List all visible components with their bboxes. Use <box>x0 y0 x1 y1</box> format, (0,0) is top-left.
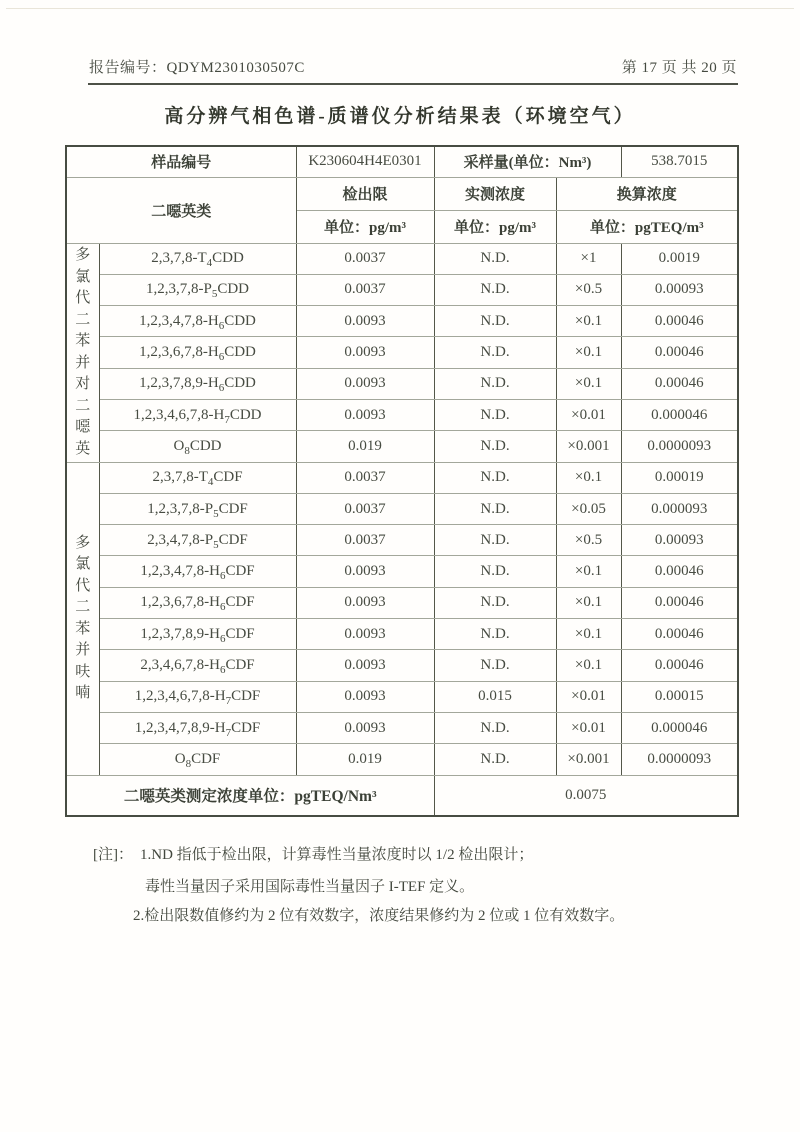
congener-name-pre: 1,2,3,7,8-P <box>147 500 214 517</box>
tef-factor: ×0.01 <box>556 681 621 712</box>
detection-limit-value: 0.0093 <box>296 368 434 399</box>
detection-limit-value: 0.0037 <box>296 274 434 305</box>
congener-name-sub: 7 <box>224 413 230 426</box>
congener-name-pre: 2,3,4,7,8-P <box>147 531 214 548</box>
congener-name-post: CDD <box>224 312 256 329</box>
total-label: 二噁英类测定浓度单位：pgTEQ/Nm³ <box>66 775 434 816</box>
congener-name-sub: 6 <box>219 664 226 676</box>
congener-name-pre: 2,3,4,6,7,8-H <box>140 657 220 673</box>
note-line-1 <box>93 846 760 865</box>
measured-value: N.D. <box>434 462 556 493</box>
measured-value: N.D. <box>434 493 556 524</box>
group-label-cell <box>66 243 99 462</box>
note-line-2: 毒性当量因子采用国际毒性当量因子 I-TEF 定义。 <box>145 879 475 895</box>
measured-value: N.D. <box>434 650 556 681</box>
detection-limit-header: 检出限 <box>296 177 434 210</box>
congener-name-post: CDF <box>218 531 248 548</box>
detection-limit-value: 0.0093 <box>296 337 434 368</box>
table-row <box>66 431 738 462</box>
congener-name-pre: 1,2,3,4,6,7,8-H <box>134 688 226 705</box>
table-row <box>66 619 738 650</box>
header-rule <box>88 83 738 85</box>
detection-limit-value: 0.0093 <box>296 681 434 712</box>
table-row <box>66 337 738 368</box>
congener-name-pre: 1,2,3,6,7,8-H <box>139 344 219 361</box>
total-value: 0.0075 <box>434 775 738 816</box>
congener-name-post: CDF <box>225 625 255 642</box>
note-line-3: 2.检出限数值修约为 2 位有效数字，浓度结果修约为 2 位或 1 位有效数字。 <box>133 908 625 924</box>
congener-name-post: CDF <box>213 469 243 486</box>
congener-name <box>99 744 296 775</box>
measured-value: N.D. <box>434 368 556 399</box>
congener-name-post: CDD <box>229 406 262 423</box>
sample-id-label: 样品编号 <box>66 146 296 177</box>
congener-name-post: CDD <box>224 375 256 392</box>
note-prefix: [注]： <box>93 847 133 863</box>
converted-unit: 单位：pgTEQ/m³ <box>556 210 738 243</box>
congener-name-sub: 4 <box>207 476 214 489</box>
congener-name-post: CDF <box>191 750 221 767</box>
congener-name-pre: 1,2,3,4,7,8,9-H <box>134 719 226 736</box>
congener-name-sub: 5 <box>213 538 219 551</box>
detection-limit-value: 0.0037 <box>296 525 434 556</box>
detection-limit-unit: 单位：pg/m³ <box>296 210 434 243</box>
sample-info-row <box>66 146 738 177</box>
converted-value: 0.00046 <box>621 306 738 337</box>
congener-name <box>99 243 296 274</box>
congener-name-post: CDF <box>225 594 255 611</box>
tef-factor: ×0.001 <box>556 431 621 462</box>
sample-volume-label: 采样量(单位：Nm³) <box>434 146 621 177</box>
group-label: 多氯代二苯并对二噁英 <box>75 247 91 457</box>
table-row <box>66 650 738 681</box>
detection-limit-value: 0.0093 <box>296 306 434 337</box>
dioxin-class-header: 二噁英类 <box>66 177 296 243</box>
converted-value: 0.0019 <box>621 243 738 274</box>
converted-value: 0.00093 <box>621 274 738 305</box>
detection-limit-value: 0.0093 <box>296 650 434 681</box>
detection-limit-value: 0.0093 <box>296 399 434 430</box>
congener-name-pre: 1,2,3,4,6,7,8-H <box>133 406 225 423</box>
notes <box>93 846 760 926</box>
measured-value: N.D. <box>434 619 556 650</box>
table-row <box>66 306 738 337</box>
congener-name-pre: 1,2,3,7,8,9-H <box>139 375 219 392</box>
congener-name <box>99 619 296 650</box>
measured-value: N.D. <box>434 431 556 462</box>
congener-name <box>99 306 296 337</box>
measured-value: 0.015 <box>434 681 556 712</box>
congener-name-sub: 7 <box>225 695 232 708</box>
congener-name-post: CDD <box>217 281 250 298</box>
congener-name-post: CDD <box>224 344 256 361</box>
congener-name-pre: 2,3,7,8-T <box>152 469 208 486</box>
results-table-body <box>66 146 738 816</box>
congener-name-sub: 6 <box>219 632 226 645</box>
detection-limit-value: 0.0093 <box>296 556 434 587</box>
converted-value: 0.00015 <box>621 681 738 712</box>
detection-limit-value: 0.0093 <box>296 587 434 618</box>
table-row <box>66 462 738 493</box>
group-label-cell <box>66 462 99 775</box>
congener-name-sub: 4 <box>206 257 213 270</box>
total-row <box>66 775 738 816</box>
table-row <box>66 493 738 524</box>
converted-value: 0.000046 <box>621 399 738 430</box>
congener-name-post: CDF <box>231 719 261 736</box>
report-number <box>89 56 305 77</box>
congener-name-sub: 6 <box>218 382 225 395</box>
detection-limit-value: 0.0093 <box>296 619 434 650</box>
congener-name-pre: 1,2,3,4,7,8-H <box>139 312 219 329</box>
converted-value: 0.000046 <box>621 712 738 743</box>
congener-name-sub: 5 <box>213 507 219 520</box>
tef-factor: ×0.1 <box>556 556 621 587</box>
congener-name-post: CDF <box>218 500 248 517</box>
tef-factor: ×0.5 <box>556 274 621 305</box>
congener-name <box>99 681 296 712</box>
congener-name-post: CDF <box>225 657 255 673</box>
converted-value: 0.0000093 <box>621 431 738 462</box>
measured-value: N.D. <box>434 525 556 556</box>
congener-name-sub: 8 <box>184 444 190 457</box>
tef-factor: ×0.01 <box>556 399 621 430</box>
congener-name-pre: O <box>174 750 186 767</box>
congener-name <box>99 337 296 368</box>
tef-factor: ×0.1 <box>556 337 621 368</box>
detection-limit-value: 0.0037 <box>296 462 434 493</box>
tef-factor: ×0.01 <box>556 712 621 743</box>
congener-name-sub: 6 <box>219 570 226 583</box>
congener-name-pre: 1,2,3,6,7,8-H <box>140 594 220 611</box>
tef-factor: ×0.1 <box>556 587 621 618</box>
scan-artifact-line <box>6 8 794 9</box>
congener-name-post: CDD <box>212 250 244 267</box>
measured-value: N.D. <box>434 556 556 587</box>
converted-value: 0.00046 <box>621 337 738 368</box>
congener-name-post: CDD <box>189 437 222 454</box>
report-number-value: QDYM2301030507C <box>166 60 305 76</box>
table-row <box>66 274 738 305</box>
congener-name-sub: 7 <box>225 726 232 739</box>
congener-name <box>99 274 296 305</box>
congener-name-pre: 2,3,7,8-T <box>151 250 207 267</box>
congener-name-pre: 1,2,3,4,7,8-H <box>140 563 220 580</box>
congener-name <box>99 462 296 493</box>
measured-unit: 单位：pg/m³ <box>434 210 556 243</box>
detection-limit-value: 0.019 <box>296 431 434 462</box>
converted-value: 0.000093 <box>621 493 738 524</box>
measured-value: N.D. <box>434 744 556 775</box>
congener-name <box>99 525 296 556</box>
converted-value: 0.00046 <box>621 619 738 650</box>
congener-name-sub: 6 <box>219 601 226 614</box>
measured-header: 实测浓度 <box>434 177 556 210</box>
measured-value: N.D. <box>434 243 556 274</box>
converted-value: 0.00019 <box>621 462 738 493</box>
table-row <box>66 556 738 587</box>
converted-value: 0.00093 <box>621 525 738 556</box>
table-row <box>66 243 738 274</box>
report-number-label: 报告编号： <box>89 60 167 76</box>
detection-limit-value: 0.019 <box>296 744 434 775</box>
congener-name-sub: 8 <box>185 757 192 770</box>
tef-factor: ×0.05 <box>556 493 621 524</box>
table-row <box>66 399 738 430</box>
column-header-row <box>66 177 738 210</box>
tef-factor: ×0.001 <box>556 744 621 775</box>
congener-name <box>99 493 296 524</box>
detection-limit-value: 0.0037 <box>296 493 434 524</box>
congener-name-post: CDF <box>225 563 255 580</box>
tef-factor: ×0.5 <box>556 525 621 556</box>
sample-id-value: K230604H4E0301 <box>296 146 434 177</box>
congener-name-sub: 5 <box>211 288 218 301</box>
converted-value: 0.00046 <box>621 556 738 587</box>
congener-name <box>99 431 296 462</box>
table-row <box>66 368 738 399</box>
congener-name <box>99 556 296 587</box>
measured-value: N.D. <box>434 337 556 368</box>
note-line-1-text: 1.ND 指低于检出限，计算毒性当量浓度时以 1/2 检出限计； <box>140 847 534 863</box>
congener-name-pre: 1,2,3,7,8,9-H <box>140 625 220 642</box>
page-header <box>89 56 737 77</box>
converted-value: 0.00046 <box>621 587 738 618</box>
detection-limit-value: 0.0037 <box>296 243 434 274</box>
tef-factor: ×0.1 <box>556 462 621 493</box>
congener-name-sub: 6 <box>218 351 225 364</box>
congener-name-pre: O <box>173 437 185 454</box>
table-row <box>66 587 738 618</box>
converted-value: 0.00046 <box>621 650 738 681</box>
congener-name-sub: 6 <box>218 319 225 332</box>
page-title: 高分辨气相色谱-质谱仪分析结果表（环境空气） <box>164 106 636 127</box>
congener-name <box>99 712 296 743</box>
table-row <box>66 712 738 743</box>
tef-factor: ×0.1 <box>556 306 621 337</box>
page-number: 第 17 页 共 20 页 <box>621 60 737 76</box>
measured-value: N.D. <box>434 712 556 743</box>
tef-factor: ×1 <box>556 243 621 274</box>
table-row <box>66 681 738 712</box>
converted-value: 0.0000093 <box>621 744 738 775</box>
congener-name <box>99 587 296 618</box>
converted-header: 换算浓度 <box>556 177 738 210</box>
measured-value: N.D. <box>434 399 556 430</box>
congener-name <box>99 368 296 399</box>
measured-value: N.D. <box>434 306 556 337</box>
sample-volume-value: 538.7015 <box>621 146 738 177</box>
table-row <box>66 744 738 775</box>
tef-factor: ×0.1 <box>556 368 621 399</box>
detection-limit-value: 0.0093 <box>296 712 434 743</box>
converted-value: 0.00046 <box>621 368 738 399</box>
congener-name-post: CDF <box>231 688 261 705</box>
tef-factor: ×0.1 <box>556 650 621 681</box>
table-row <box>66 525 738 556</box>
measured-value: N.D. <box>434 587 556 618</box>
results-table <box>65 145 739 817</box>
tef-factor: ×0.1 <box>556 619 621 650</box>
group-label: 多氯代二苯并呋喃 <box>75 534 91 702</box>
congener-name-pre: 1,2,3,7,8-P <box>146 281 212 298</box>
congener-name <box>99 399 296 430</box>
measured-value: N.D. <box>434 274 556 305</box>
congener-name <box>99 650 296 681</box>
